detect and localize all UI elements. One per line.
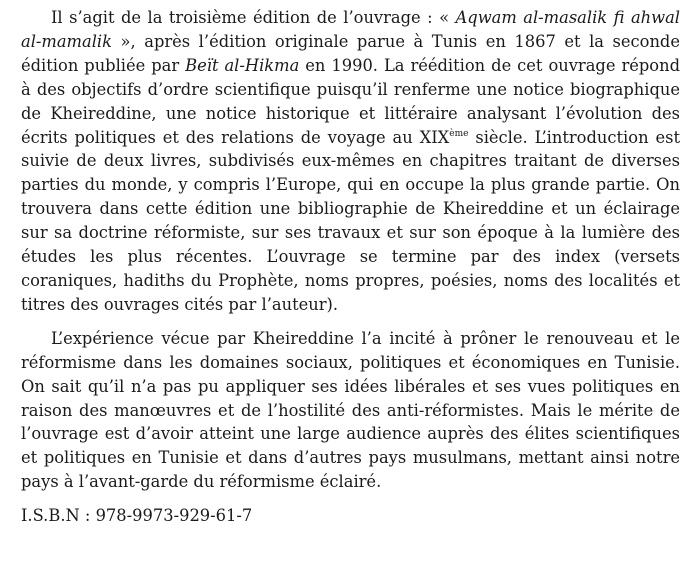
paragraph1-text-part3: en 1990. La réédition de cet ouvrage répond à des objectifs d’ordre scientifique puisqu’il renferme une notice biographique de Kheireddine, une notice historique et littéraire analysant l’évolution des écrits politiques et des relations de voyage au XIX [21,55,680,147]
century-ordinal-superscript: ème [449,128,469,139]
document-page [21,6,680,528]
paragraph-edition-description [21,6,680,317]
isbn-line: I.S.B.N : 978-9973-929-61-7 [21,506,253,526]
paragraph1-text-part2: », après l’édition originale parue à Tunis en 1867 et la seconde édition publiée par [21,31,680,75]
publisher-name-italic: Beït al-Hikma [185,55,300,75]
book-title-italic: Aqwam al-masalik fi ahwal al-mamalik [21,8,680,51]
paragraph1-text-part1: Il s’agit de la troisième édition de l’ouvrage : « [51,8,456,27]
paragraph-experience: L’expérience vécue par Kheireddine l’a incité à prôner le renouveau et le réformisme dans les domaines sociaux, politiques et économiques en Tunisie. On sait qu’il n’a pas pu appliquer ses idées libérales et ses vues politiques en raison des manœuvres et de l’hostilité des anti-réformistes. Mais le mérite de l’ouvrage est d’avoir atteint une large audience auprès des élites scientifiques et politiques en Tunisie et dans d’autres pays musulmans, mettant ainsi notre pays à l’avant-garde du réformisme éclairé. [21,328,680,492]
paragraph1-text-part4: siècle. L’introduction est suivie de deux livres, subdivisés eux-mêmes en chapitres traitant de diverses parties du monde, y compris l’Europe, qui en occupe la plus grande partie. On trouvera dans cette édition une bibliographie de Kheireddine et un éclairage sur sa doctrine réformiste, sur ses travaux et sur son époque à la lumière des études les plus récentes. L’ouvrage se termine par des index (versets coraniques, hadiths du Prophète, noms propres, poésies, noms des localités et titres des ouvrages cités par l’auteur). [21,127,680,314]
